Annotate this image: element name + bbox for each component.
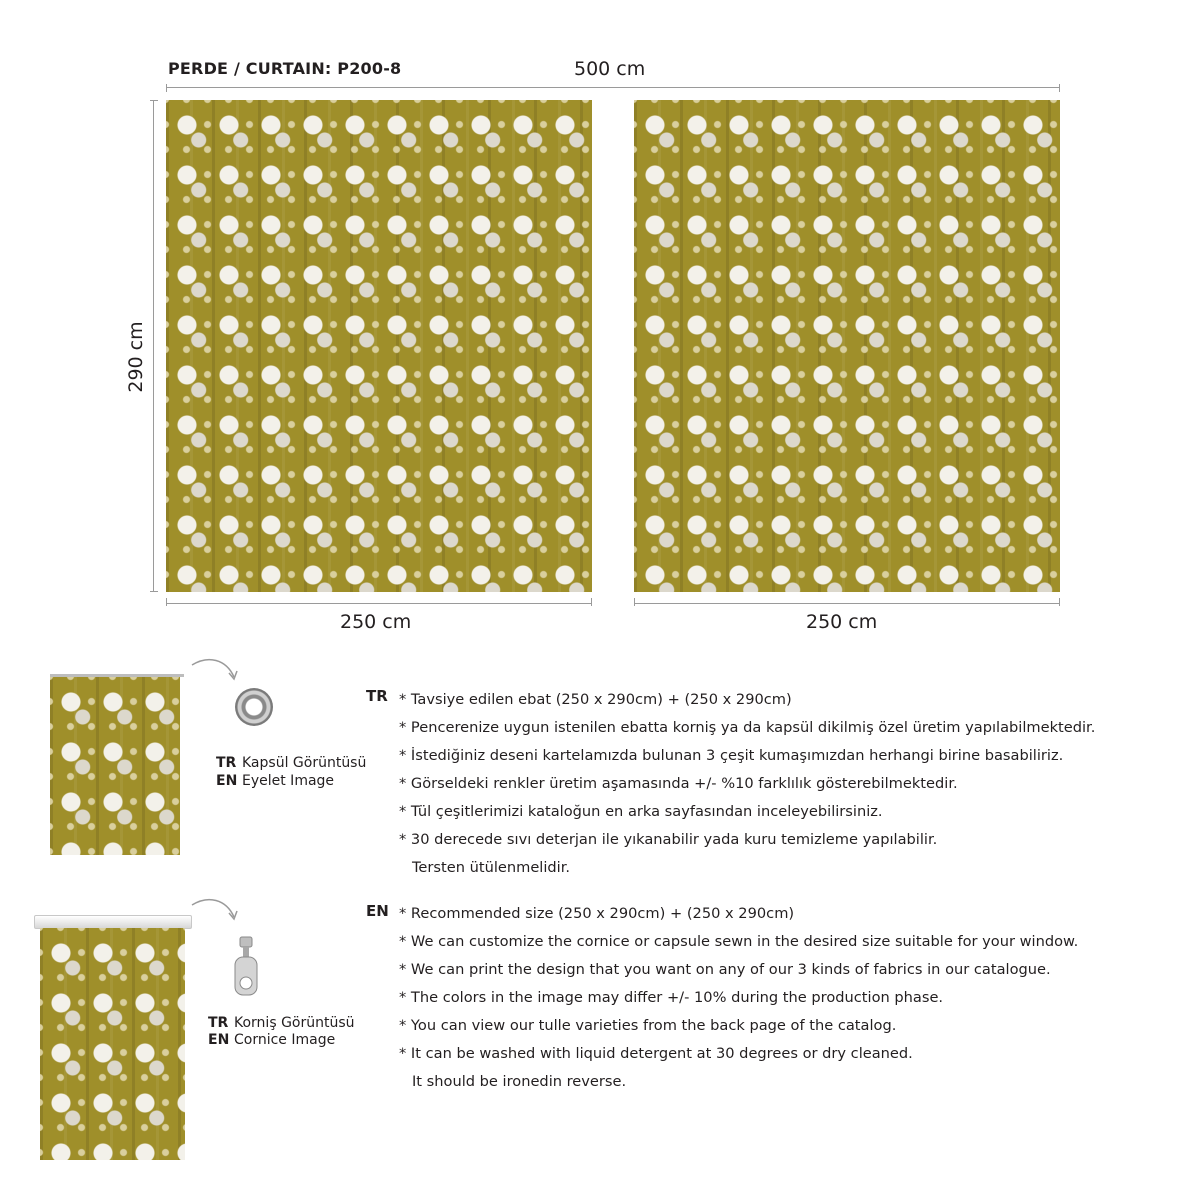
top-dimension-tick-left [166, 84, 167, 92]
notes-tr-line: * Görseldeki renkler üretim aşamasında +/- %10 farklılık gösterebilmektedir. [399, 775, 958, 792]
notes-en-line: * You can view our tulle varieties from the back page of the catalog. [399, 1017, 897, 1034]
notes-en-line: * We can customize the cornice or capsule sewn in the desired size suitable for your window. [399, 933, 1079, 950]
bottom-right-tick-left [634, 598, 635, 606]
eyelet-tr-label: Kapsül Görüntüsü [242, 755, 367, 771]
top-dimension-tick-right [1059, 84, 1060, 92]
notes-tr-code: TR [366, 687, 388, 705]
notes-tr-line: * Pencerenize uygun istenilen ebatta korniş ya da kapsül dikilmiş özel üretim yapılabilmektedir. [399, 719, 1096, 736]
cornice-tr-caption [208, 1015, 355, 1031]
notes-en-line: * We can print the design that you want on any of our 3 kinds of fabrics in our catalogue. [399, 961, 1051, 978]
left-dimension-tick-top [150, 100, 158, 101]
eyelet-tr-code: TR [216, 755, 237, 771]
left-dimension-line [153, 100, 154, 592]
bottom-right-dimension-line [634, 603, 1060, 604]
curtain-panel-right [634, 100, 1060, 592]
notes-tr-line: * Tavsiye edilen ebat (250 x 290cm) + (250 x 290cm) [399, 691, 792, 708]
panel-right-width-label: 250 cm [806, 611, 878, 633]
panel-left-width-label: 250 cm [340, 611, 412, 633]
cornice-curtain-thumbnail [40, 928, 185, 1160]
curtain-panel-left [166, 100, 592, 592]
bottom-right-tick-right [1059, 598, 1060, 606]
height-label: 290 cm [125, 321, 147, 393]
eyelet-en-caption [216, 773, 334, 789]
cornice-rod [34, 915, 192, 929]
notes-tr-line: * İstediğiniz deseni kartelamızda bulunan 3 çeşit kumaşımızdan herhangi birine basabiliriz. [399, 747, 1064, 764]
notes-en-line: It should be ironedin reverse. [412, 1073, 627, 1090]
left-dimension-tick-bottom [150, 591, 158, 592]
curved-arrow-icon [190, 895, 240, 929]
notes-en-code: EN [366, 902, 389, 920]
notes-en-list [399, 900, 1078, 1096]
notes-tr-list [399, 686, 1095, 882]
notes-tr-line: * Tül çeşitlerimizi kataloğun en arka sayfasından inceleyebilirsiniz. [399, 803, 883, 820]
eyelet-en-code: EN [216, 773, 238, 789]
total-width-label: 500 cm [574, 58, 646, 80]
cornice-en-code: EN [208, 1032, 230, 1048]
cornice-en-label: Cornice Image [234, 1032, 336, 1048]
eyelet-tr-caption [216, 755, 366, 771]
cornice-en-caption [208, 1032, 335, 1048]
notes-en-line: * It can be washed with liquid detergent at 30 degrees or dry cleaned. [399, 1045, 913, 1062]
product-title: PERDE / CURTAIN: P200-8 [168, 59, 402, 78]
notes-tr-line: Tersten ütülenmelidir. [412, 859, 571, 876]
bottom-left-tick-left [166, 598, 167, 606]
bottom-left-dimension-line [166, 603, 592, 604]
notes-en-line: * Recommended size (250 x 290cm) + (250 x 290cm) [399, 905, 795, 922]
bottom-left-tick-right [591, 598, 592, 606]
eyelet-en-label: Eyelet Image [242, 773, 335, 789]
notes-en-line: * The colors in the image may differ +/- 10% during the production phase. [399, 989, 944, 1006]
eyelet-curtain-thumbnail [50, 677, 180, 855]
cornice-tr-label: Korniş Görüntüsü [234, 1015, 355, 1031]
curved-arrow-icon [190, 655, 240, 689]
cornice-hook-icon [232, 935, 260, 997]
top-dimension-line [166, 87, 1060, 88]
notes-tr-line: * 30 derecede sıvı deterjan ile yıkanabilir yada kuru temizleme yapılabilir. [399, 831, 938, 848]
cornice-tr-code: TR [208, 1015, 229, 1031]
eyelet-ring-icon [235, 688, 273, 726]
